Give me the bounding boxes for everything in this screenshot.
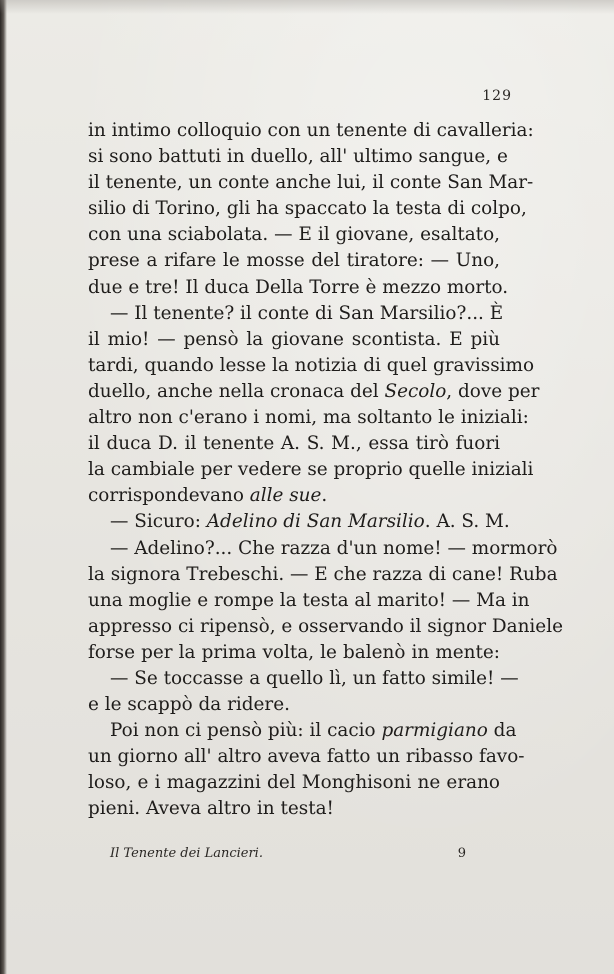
text-line: due e tre! Il duca Della Torre è mezzo morto.	[88, 276, 509, 298]
text-line: si sono battuti in duello, all' ultimo sangue, e	[88, 146, 508, 168]
page-number: 129	[482, 88, 512, 104]
italic-text-run: Secolo	[384, 380, 447, 402]
text-line	[88, 718, 517, 744]
text-line: — Se toccasse a quello lì, un fatto simile! —	[110, 667, 519, 689]
text-line: il mio! — pensò la giovane scontista. E più	[88, 328, 500, 350]
italic-text-run: parmigiano	[381, 720, 488, 742]
italic-text-run: alle sue	[249, 485, 322, 507]
text-line	[88, 483, 500, 509]
text-line: silio di Torino, gli ha spaccato la testa di colpo,	[88, 198, 527, 220]
text-line	[88, 379, 540, 405]
text-line: con una sciabolata. — E il giovane, esaltato,	[88, 224, 500, 246]
text-line: la cambiale per vedere se proprio quelle iniziali	[88, 459, 534, 481]
body-text	[88, 118, 563, 823]
text-run: da	[487, 720, 517, 742]
text-line: in intimo colloquio con un tenente di cavalleria:	[88, 120, 534, 141]
text-line: — Adelino?... Che razza d'un nome! — mormorò	[110, 537, 558, 559]
text-line: il tenente, un conte anche lui, il conte San Mar-	[88, 172, 534, 194]
signature-mark: 9	[457, 846, 466, 861]
text-run: .	[321, 485, 328, 507]
text-line: pieni. Aveva altro in testa!	[88, 798, 334, 820]
footer	[110, 846, 466, 861]
text-run: . A. S. M.	[424, 511, 510, 533]
page-top-shadow	[0, 0, 614, 14]
text-line: forse per la prima volta, le balenò in mente:	[88, 641, 500, 663]
text-line: altro non c'erano i nomi, ma soltanto le iniziali:	[88, 407, 529, 429]
text-run: — Sicuro:	[110, 511, 207, 533]
text-line: il duca D. il tenente A. S. M., essa tirò fuori	[88, 433, 500, 455]
running-title: Il Tenente dei Lancieri.	[110, 846, 263, 861]
text-line: prese a rifare le mosse del tiratore: — Uno,	[88, 250, 500, 272]
text-run: duello, anche nella cronaca del	[88, 380, 385, 402]
text-line: la signora Trebeschi. — E che razza di cane! Ruba	[88, 563, 558, 585]
text-line: — Il tenente? il conte di San Marsilio?... È	[110, 302, 504, 324]
text-line: loso, e i magazzini del Monghisoni ne erano	[88, 772, 500, 794]
text-line	[88, 509, 510, 535]
text-line: tardi, quando lesse la notizia di quel gravissimo	[88, 354, 535, 376]
text-run: Poi non ci pensò più: il cacio	[110, 720, 382, 742]
text-run: corrispondevano	[88, 485, 250, 507]
text-line: e le scappò da ridere.	[88, 694, 290, 716]
text-line: appresso ci ripensò, e osservando il signor Daniele	[88, 615, 563, 637]
italic-text-run: Adelino di San Marsilio	[206, 511, 425, 533]
text-line: un giorno all' altro aveva fatto un ribasso favo-	[88, 746, 525, 768]
text-line: una moglie e rompe la testa al marito! — Ma in	[88, 589, 530, 611]
text-run: , dove per	[446, 380, 540, 402]
page-binding-shadow	[0, 0, 7, 974]
